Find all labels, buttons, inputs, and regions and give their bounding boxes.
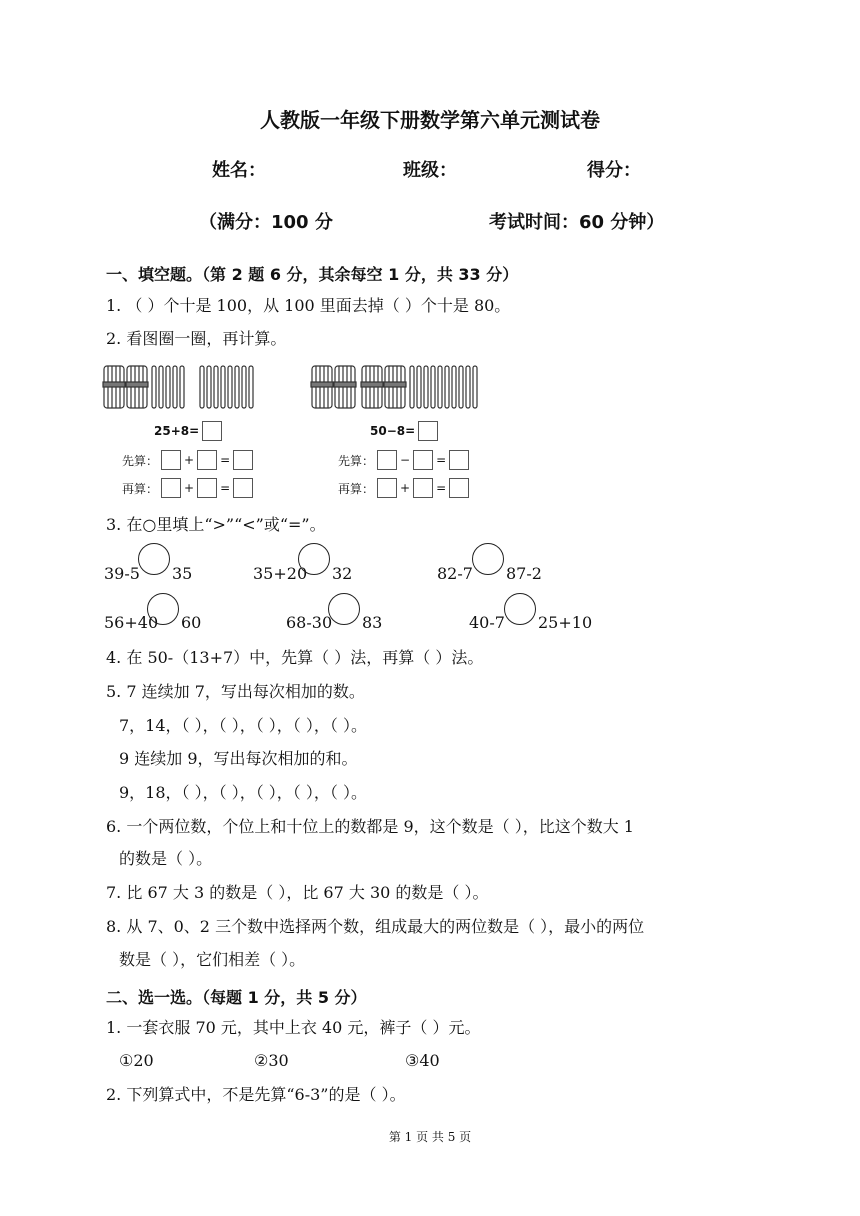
question-4: 4. 在 50-（13+7）中，先算（ ）法，再算（ ）法。 xyxy=(106,648,484,667)
section-heading-choice: 二、选一选。（每题 1 分，共 5 分） xyxy=(106,988,367,1007)
stick-bundles-illustration xyxy=(100,362,480,412)
question-5: 5. 7 连续加 7，写出每次相加的数。 xyxy=(106,682,365,701)
question-5-line-2: 9，18，（ ），（ ），（ ），（ ），（ ）。 xyxy=(119,783,367,802)
calc-left-expression: 25+8= xyxy=(154,421,222,441)
choice-option[interactable]: ①20 xyxy=(119,1051,154,1070)
compare-circle[interactable] xyxy=(328,593,360,625)
answer-box[interactable] xyxy=(418,421,438,441)
question-5-sub: 9 连续加 9，写出每次相加的和。 xyxy=(119,749,358,768)
calc-left-first: 先算： + = xyxy=(122,450,253,470)
calc-right-first: 先算： − = xyxy=(338,450,469,470)
compare-right-5: 83 xyxy=(362,613,383,632)
answer-box[interactable] xyxy=(413,450,433,470)
compare-circle[interactable] xyxy=(138,543,170,575)
question-6-cont: 的数是（ ）。 xyxy=(119,849,213,868)
compare-left-4: 56+40 xyxy=(104,613,159,632)
answer-box[interactable] xyxy=(233,450,253,470)
question-3: 3. 在○里填上“>”“<”或“=”。 xyxy=(106,515,326,534)
calc-left-then: 再算： + = xyxy=(122,478,253,498)
question-8-cont: 数是（ ），它们相差（ ）。 xyxy=(119,950,306,969)
compare-circle[interactable] xyxy=(504,593,536,625)
compare-right-1: 35 xyxy=(172,564,193,583)
answer-box[interactable] xyxy=(413,478,433,498)
answer-box[interactable] xyxy=(197,450,217,470)
question-6: 6. 一个两位数，个位上和十位上的数都是 9，这个数是（ ），比这个数大 1 xyxy=(106,817,634,836)
compare-left-5: 68-30 xyxy=(286,613,333,632)
answer-box[interactable] xyxy=(377,478,397,498)
choice-option[interactable]: ③40 xyxy=(405,1051,440,1070)
answer-box[interactable] xyxy=(233,478,253,498)
question-5-line-1: 7，14，（ ），（ ），（ ），（ ），（ ）。 xyxy=(119,716,367,735)
answer-box[interactable] xyxy=(161,478,181,498)
compare-left-6: 40-7 xyxy=(469,613,505,632)
calc-right-expression: 50−8= xyxy=(370,421,438,441)
score-label: 得分： xyxy=(587,160,641,181)
name-label: 姓名： xyxy=(212,160,266,181)
section-heading-fill: 一、填空题。（第 2 题 6 分，其余每空 1 分，共 33 分） xyxy=(106,265,519,284)
page-title: 人教版一年级下册数学第六单元测试卷 xyxy=(260,108,600,132)
compare-right-2: 32 xyxy=(332,564,353,583)
question-8: 8. 从 7、0、2 三个数中选择两个数，组成最大的两位数是（ ），最小的两位 xyxy=(106,917,645,936)
choice-question-2: 2. 下列算式中，不是先算“6-3”的是（ ）。 xyxy=(106,1085,406,1104)
compare-circle[interactable] xyxy=(147,593,179,625)
answer-box[interactable] xyxy=(377,450,397,470)
answer-box[interactable] xyxy=(161,450,181,470)
calc-right-then: 再算： + = xyxy=(338,478,469,498)
answer-box[interactable] xyxy=(197,478,217,498)
answer-box[interactable] xyxy=(202,421,222,441)
choice-option[interactable]: ②30 xyxy=(254,1051,289,1070)
choice-question-1: 1. 一套衣服 70 元，其中上衣 40 元，裤子（ ）元。 xyxy=(106,1018,481,1037)
answer-box[interactable] xyxy=(449,450,469,470)
compare-right-4: 60 xyxy=(181,613,202,632)
question-2: 2. 看图圈一圈，再计算。 xyxy=(106,329,287,348)
compare-left-2: 35+20 xyxy=(253,564,308,583)
full-mark: （满分：100 分 xyxy=(199,212,333,233)
compare-left-1: 39-5 xyxy=(104,564,140,583)
page-footer: 第 1 页 共 5 页 xyxy=(388,1130,472,1144)
exam-time: 考试时间：60 分钟） xyxy=(489,212,665,233)
compare-circle[interactable] xyxy=(298,543,330,575)
answer-box[interactable] xyxy=(449,478,469,498)
compare-circle[interactable] xyxy=(472,543,504,575)
question-7: 7. 比 67 大 3 的数是（ ），比 67 大 30 的数是（ ）。 xyxy=(106,883,489,902)
question-1: 1. （ ）个十是 100，从 100 里面去掉（ ）个十是 80。 xyxy=(106,296,511,315)
class-label: 班级： xyxy=(403,160,457,181)
compare-right-3: 87-2 xyxy=(506,564,542,583)
compare-left-3: 82-7 xyxy=(437,564,473,583)
compare-right-6: 25+10 xyxy=(538,613,593,632)
